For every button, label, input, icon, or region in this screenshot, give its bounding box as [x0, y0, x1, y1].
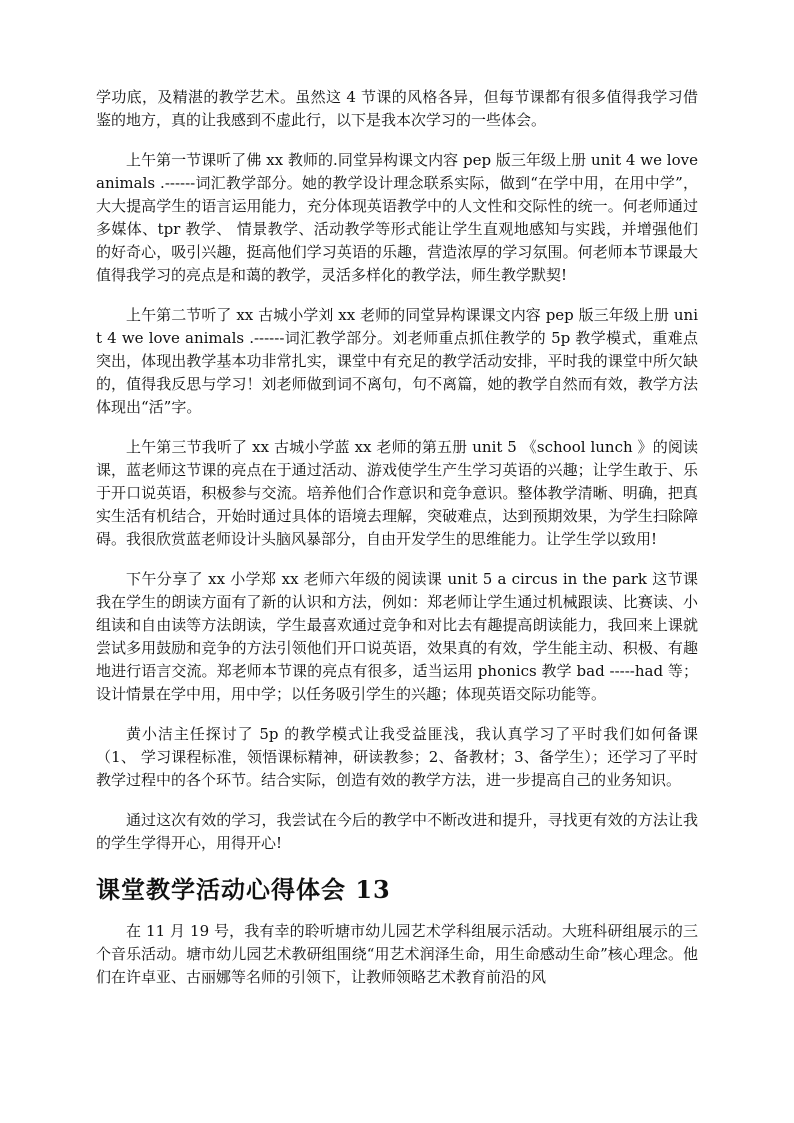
paragraph-3: 上午第二节听了 xx 古城小学刘 xx 老师的同堂异构课课文内容 pep 版三年级上册 unit 4 we love animals .------词汇教学部分。刘老师重点抓住教学的 5p 教学模式，重难点突出，体现出教学基本功非常扎实，课堂中有充足的教学活动安排，平时我的课堂中所欠缺的，值得我反思与学习！刘老师做到词不离句，句不离篇，她的教学自然而有效，教学方法体现出“活”字。: [96, 306, 698, 416]
paragraph-4: 上午第三节我听了 xx 古城小学蓝 xx 老师的第五册 unit 5 《school lunch 》的阅读课，蓝老师这节课的亮点在于通过活动、游戏使学生产生学习英语的兴趣；让学生敢于、乐于开口说英语，积极参与交流。培养他们合作意识和竞争意识。整体教学清晰、明确，把真实生活有机结合，开始时通过具体的语境去理解，突破难点，达到预期效果，为学生扫除障碍。我很欣赏蓝老师设计头脑风暴部分，自由开发学生的思维能力。让学生学以致用!: [96, 438, 698, 548]
section-heading: 课堂教学活动心得体会 13: [96, 875, 391, 904]
document-page: [96, 86, 698, 1006]
paragraph-8: 在 11 月 19 号，我有幸的聆听塘市幼儿园艺术学科组展示活动。大班科研组展示的三个音乐活动。塘市幼儿园艺术教研组围绕“用艺术润泽生命，用生命感动生命”核心理念。他们在许卓亚、古丽娜等名师的引领下，让教师领略艺术教育前沿的风: [96, 922, 698, 986]
paragraph-1: 学功底，及精湛的教学艺术。虽然这 4 节课的风格各异，但每节课都有很多值得我学习借鉴的地方，真的让我感到不虚此行，以下是我本次学习的一些体会。: [96, 88, 698, 129]
paragraph-2: 上午第一节课听了佛 xx 教师的.同堂异构课文内容 pep 版三年级上册 unit 4 we love animals .------词汇教学部分。她的教学设计理念联系实际，做到“在学中用，在用中学”，大大提高学生的语言运用能力，充分体现英语教学中的人文性和交际性的统一。何老师通过多媒体、tpr 教学、 情景教学、活动教学等形式能让学生直观地感知与实践，并增强他们的好奇心，吸引兴趣，挺高他们学习英语的乐趣，营造浓厚的学习氛围。何老师本节课最大值得我学习的亮点是和蔼的教学，灵活多样化的教学法，师生教学默契!: [96, 151, 698, 284]
paragraph-5: 下午分享了 xx 小学郑 xx 老师六年级的阅读课 unit 5 a circus in the park 这节课我在学生的朗读方面有了新的认识和方法，例如：郑老师让学生通过机械跟读、比赛读、小组读和自由读等方法朗读，学生最喜欢通过竞争和对比去有趣提高朗读能力，我回来上课就尝试多用鼓励和竞争的方法引领他们开口说英语，效果真的有效，学生能主动、积极、有趣地进行语言交流。郑老师本节课的亮点有很多，适当运用 phonics 教学 bad -----had 等；设计情景在学中用，用中学；以任务吸引学生的兴趣；体现英语交际功能等。: [96, 570, 698, 703]
paragraph-7: 通过这次有效的学习，我尝试在今后的教学中不断改进和提升，寻找更有效的方法让我的学生学得开心，用得开心!: [96, 811, 698, 852]
paragraph-6: 黄小洁主任探讨了 5p 的教学模式让我受益匪浅，我认真学习了平时我们如何备课（1、 学习课程标准，领悟课标精神，研读教参；2、备教材；3、备学生）；还学习了平时教学过程中的各个环节。结合实际，创造有效的教学方法，进一步提高自己的业务知识。: [96, 725, 698, 789]
